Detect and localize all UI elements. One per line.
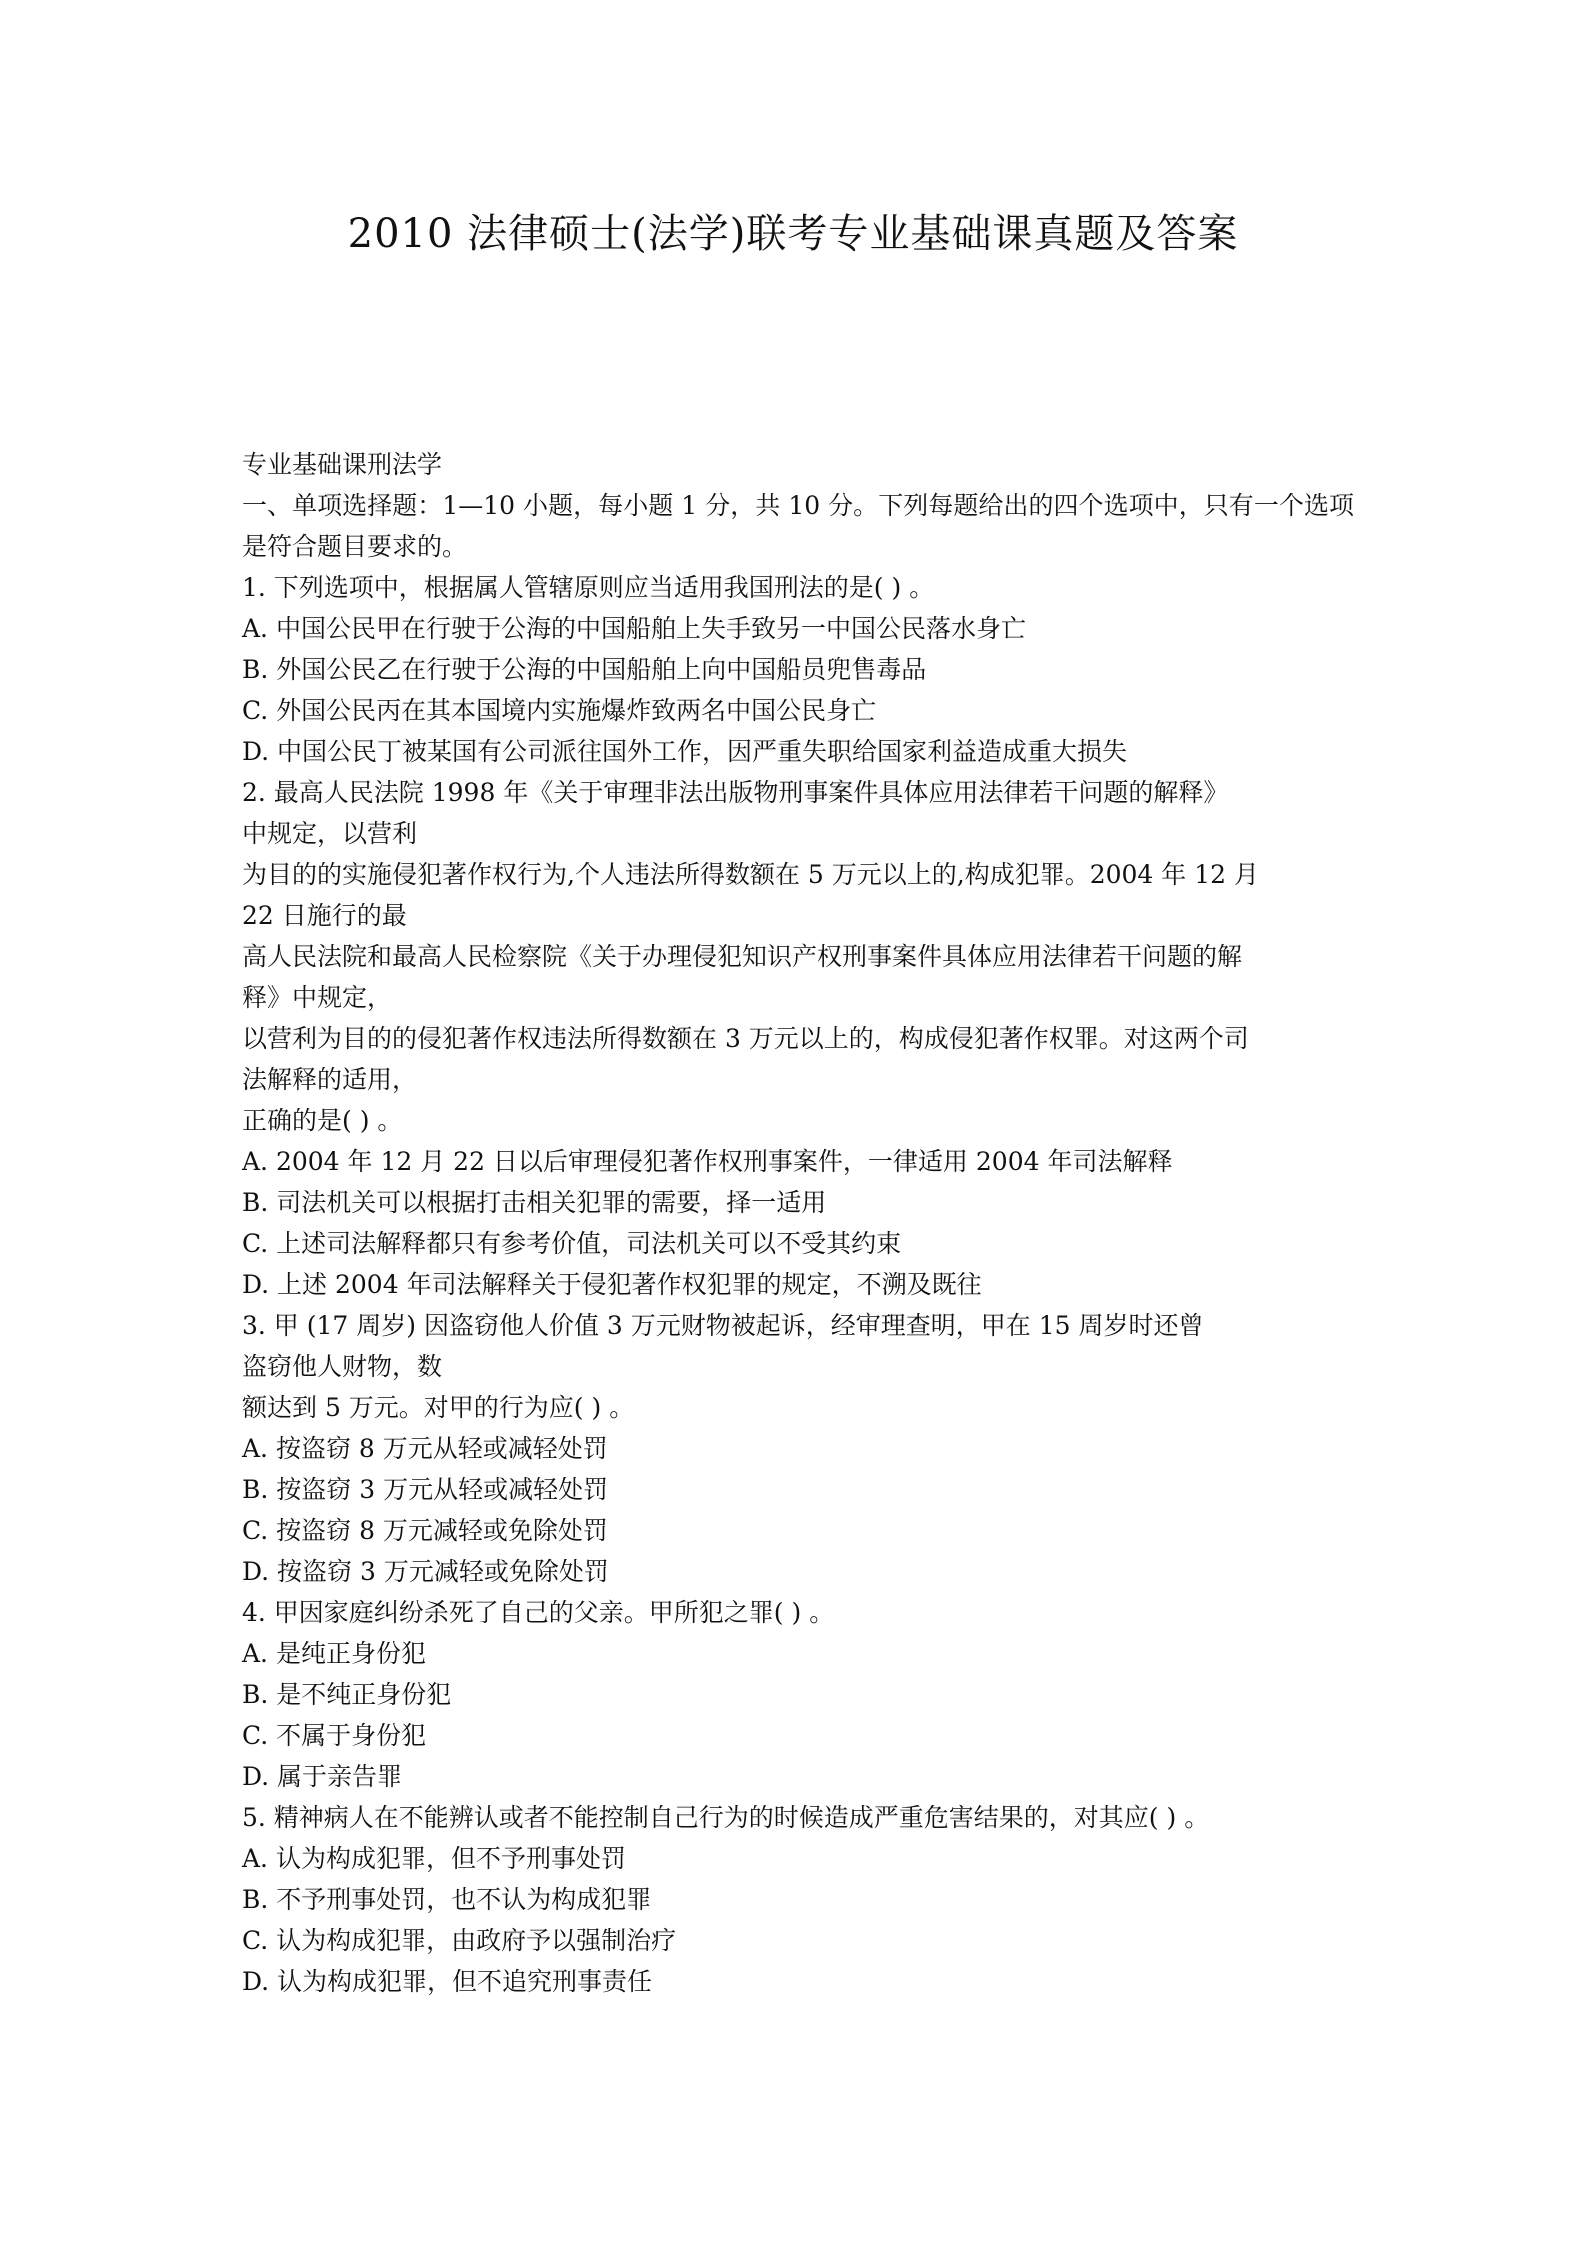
text-line: B. 是不纯正身份犯 <box>242 1680 452 1709</box>
text-line: A. 是纯正身份犯 <box>242 1639 426 1668</box>
instructions-paragraph: 一、单项选择题：1—10 小题，每小题 1 分，共 10 分。下列每题给出的四个选项中，只有一个选项是符合题目要求的。 <box>242 491 1354 561</box>
text-line: B. 外国公民乙在行驶于公海的中国船舶上向中国船员兜售毒品 <box>242 655 927 684</box>
text-line: 正确的是( ) 。 <box>242 1106 403 1135</box>
text-line: D. 认为构成犯罪，但不追究刑事责任 <box>242 1967 653 1996</box>
text-line: D. 上述 2004 年司法解释关于侵犯著作权犯罪的规定，不溯及既往 <box>242 1270 982 1299</box>
text-line: 5. 精神病人在不能辨认或者不能控制自己行为的时候造成严重危害结果的，对其应( ) 。 <box>242 1803 1210 1832</box>
text-line: 4. 甲因家庭纠纷杀死了自己的父亲。甲所犯之罪( ) 。 <box>242 1598 835 1627</box>
document-title: 2010 法律硕士(法学)联考专业基础课真题及答案 <box>347 211 1239 257</box>
section-heading: 专业基础课刑法学 <box>242 450 443 479</box>
text-line: 以营利为目的的侵犯著作权违法所得数额在 3 万元以上的，构成侵犯著作权罪。对这两个司 <box>242 1024 1249 1053</box>
text-line: B. 不予刑事处罚，也不认为构成犯罪 <box>242 1885 652 1914</box>
text-line: 释》中规定， <box>242 983 393 1012</box>
text-line: 3. 甲 (17 周岁) 因盗窃他人价值 3 万元财物被起诉，经审理查明，甲在 15 周岁时还曾 <box>242 1311 1204 1340</box>
text-line: 高人民法院和最高人民检察院《关于办理侵犯知识产权刑事案件具体应用法律若干问题的解 <box>242 942 1243 971</box>
text-line: A. 中国公民甲在行驶于公海的中国船舶上失手致另一中国公民落水身亡 <box>242 614 1026 643</box>
text-line: C. 按盗窃 8 万元减轻或免除处罚 <box>242 1516 608 1545</box>
text-line: 盗窃他人财物，数 <box>242 1352 443 1381</box>
document-body <box>242 444 1354 2002</box>
text-line: C. 上述司法解释都只有参考价值，司法机关可以不受其约束 <box>242 1229 902 1258</box>
text-line: A. 2004 年 12 月 22 日以后审理侵犯著作权刑事案件，一律适用 2004 年司法解释 <box>242 1147 1173 1176</box>
text-line: 22 日施行的最 <box>242 901 407 930</box>
text-line: D. 属于亲告罪 <box>242 1762 403 1791</box>
question-lines <box>242 567 1354 2002</box>
text-line: B. 按盗窃 3 万元从轻或减轻处罚 <box>242 1475 609 1504</box>
text-line: 2. 最高人民法院 1998 年《关于审理非法出版物刑事案件具体应用法律若干问题的解释》 <box>242 778 1229 807</box>
text-line: C. 外国公民丙在其本国境内实施爆炸致两名中国公民身亡 <box>242 696 877 725</box>
text-line: 1. 下列选项中，根据属人管辖原则应当适用我国刑法的是( ) 。 <box>242 573 935 602</box>
text-line: 额达到 5 万元。对甲的行为应( ) 。 <box>242 1393 635 1422</box>
text-line: 为目的的实施侵犯著作权行为,个人违法所得数额在 5 万元以上的,构成犯罪。2004 年 12 月 <box>242 860 1259 889</box>
text-line: D. 中国公民丁被某国有公司派往国外工作，因严重失职给国家利益造成重大损失 <box>242 737 1128 766</box>
text-line: B. 司法机关可以根据打击相关犯罪的需要，择一适用 <box>242 1188 827 1217</box>
text-line: D. 按盗窃 3 万元减轻或免除处罚 <box>242 1557 609 1586</box>
text-line: 法解释的适用， <box>242 1065 418 1094</box>
text-line: C. 不属于身份犯 <box>242 1721 427 1750</box>
text-line: A. 认为构成犯罪，但不予刑事处罚 <box>242 1844 626 1873</box>
text-line: 中规定，以营利 <box>242 819 418 848</box>
text-line: C. 认为构成犯罪，由政府予以强制治疗 <box>242 1926 677 1955</box>
text-line: A. 按盗窃 8 万元从轻或减轻处罚 <box>242 1434 608 1463</box>
